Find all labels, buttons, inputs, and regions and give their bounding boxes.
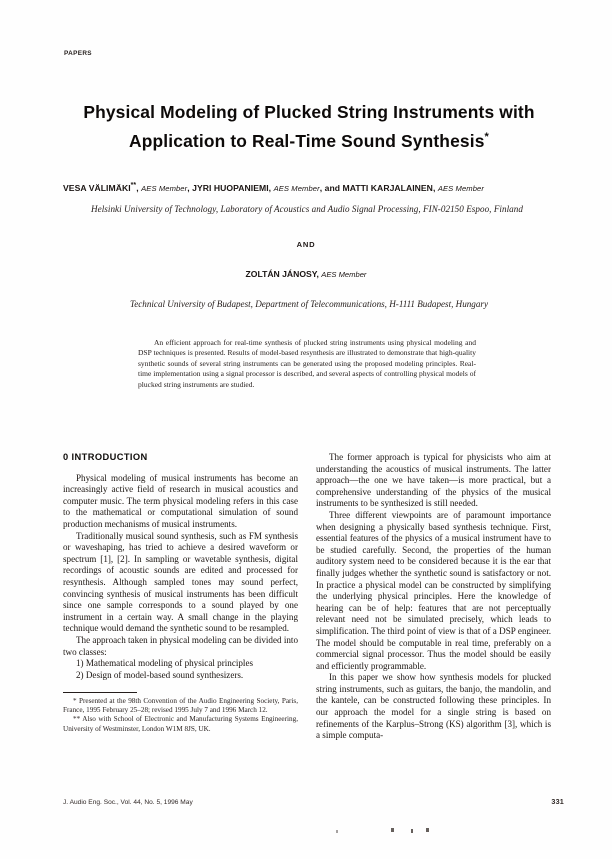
author-name-3: MATTI KARJALAINEN bbox=[342, 182, 433, 193]
affiliation-1: Helsinki University of Technology, Laboratory of Acoustics and Audio Signal Processing, FIN-02150 Espoo, Finland bbox=[91, 204, 523, 214]
page-footer bbox=[63, 797, 564, 806]
scan-mark bbox=[336, 830, 338, 833]
footnote-divider bbox=[63, 692, 137, 693]
section-heading-introduction: 0 INTRODUCTION bbox=[63, 452, 148, 462]
author-1-sep: , bbox=[136, 182, 142, 193]
author-group-separator: AND bbox=[296, 240, 316, 249]
scan-mark bbox=[411, 829, 413, 833]
title-footnote-marker: * bbox=[484, 131, 489, 143]
author-line-2 bbox=[0, 269, 612, 279]
paragraph: The former approach is typical for physicists who aim at understanding the acoustics of musical instruments. The latter approach—the one we have taken—is more practical, but a comprehensive understanding of the physics of the musical instruments to be synthesized is still needed. bbox=[316, 452, 551, 509]
author-line-1 bbox=[63, 182, 564, 193]
author-name-4: ZOLTÁN JÁNOSY bbox=[245, 269, 317, 279]
body-column-left bbox=[63, 452, 298, 734]
author-1-aes-status: AES Member bbox=[141, 183, 188, 193]
running-head: PAPERS bbox=[64, 50, 92, 57]
scan-artifacts bbox=[336, 828, 516, 838]
footnote-item: ** Also with School of Electronic and Manufacturing Systems Engineering, University of Westminster, London W1M 8JS, UK. bbox=[63, 715, 298, 733]
journal-citation: J. Audio Eng. Soc., Vol. 44, No. 5, 1996 May bbox=[63, 799, 193, 806]
author-2-sep-2: , bbox=[268, 182, 274, 193]
paragraph: Three different viewpoints are of paramount importance when designing a physically based synthesis technique. First, essential features of the physics of a musical instrument have to be studied carefully. Second, the properties of the human auditory system need to be considered because it is the ear that finally judges whether the synthetic sound is satisfactory or not. In practice a physical model can be constructed by simplifying the underlying physical principles. Here the knowledge of hearing can be of help: features that are not perceptually relevant need not be simulated precisely, which leads to simplification. The third point of view is that of a DSP engineer. The model should be computable in real time, preferably on a commercial signal processor. Thus the model should be easily and efficiently programmable. bbox=[316, 509, 551, 671]
author-2-sep: , bbox=[187, 182, 193, 193]
affiliation-2: Technical University of Budapest, Department of Telecommunications, H-1111 Budapest, Hungary bbox=[130, 299, 488, 309]
author-4-sep: , bbox=[316, 269, 322, 279]
list-item: 2) Design of model-based sound synthesizers. bbox=[76, 669, 244, 680]
footnote-item: * Presented at the 98th Convention of the Audio Engineering Society, Paris, France, 1995 February 25–28; revised 1995 July 7 and 1996 March 12. bbox=[63, 697, 298, 715]
abstract: An efficient approach for real-time synthesis of plucked string instruments using physical modeling and DSP techniques is presented. Results of model-based resynthesis are illustrated to demonstrate that high-quality synthetic sounds of several string instruments can be generated using the proposed modeling principles. Real-time implementation using a signal processor is described, and several aspects of controlling physical models of plucked string instruments are studied. bbox=[138, 338, 476, 389]
author-3-sep-2: , bbox=[432, 182, 438, 193]
author-conjunction: and bbox=[324, 182, 341, 193]
footnotes bbox=[63, 697, 298, 733]
author-2-aes-status: AES Member bbox=[273, 183, 320, 193]
title-line-2 bbox=[46, 125, 572, 154]
author-3-sep: , bbox=[319, 182, 325, 193]
paragraph: In this paper we show how synthesis models for plucked string instruments, such as guitars, the banjo, the mandolin, and the kantele, can be constructed following these principles. In our approach the model for a single string is based on refinements of the Karplus–Strong (KS) algorithm [3], which is a simple computa- bbox=[316, 672, 551, 741]
title-line-1: Physical Modeling of Plucked String Instruments with bbox=[83, 102, 535, 122]
body-column-right bbox=[316, 452, 551, 742]
author-name-2: JYRI HUOPANIEMI bbox=[192, 182, 269, 193]
paragraph: Traditionally musical sound synthesis, such as FM synthesis or waveshaping, has tried to achieve a desired waveform or spectrum [1], [2]. In sampling or wavetable synthesis, digital recordings of acoustic sounds are edited and processed for resynthesis. Although sampled tones may sound perfect, convincing synthesis of musical instruments has been difficult since one sample corresponds to a sound played by one instrument in a certain way. A small change in the playing technique would demand the synthetic sound to be resampled. bbox=[63, 530, 298, 634]
scan-mark bbox=[426, 828, 429, 832]
page-number: 331 bbox=[551, 797, 564, 806]
scan-mark bbox=[391, 828, 394, 832]
author-4-aes-status: AES Member bbox=[321, 270, 367, 279]
title-line-2-text: Application to Real-Time Sound Synthesis bbox=[129, 130, 485, 151]
author-name-1: VESA VÄLIMÄKI bbox=[63, 182, 131, 193]
list-item: 1) Mathematical modeling of physical principles bbox=[76, 658, 254, 669]
paragraph: Physical modeling of musical instruments has become an increasingly active field of research in musical acoustics and computer music. The term physical modeling refers in this case to the mathematical or computational simulation of sound production mechanisms of musical instruments. bbox=[63, 472, 298, 529]
paragraph: The approach taken in physical modeling can be divided into two classes: bbox=[63, 634, 298, 657]
author-3-aes-status: AES Member bbox=[437, 183, 484, 193]
page-title bbox=[46, 100, 572, 154]
author-1-footnote-marker: ** bbox=[130, 182, 137, 189]
